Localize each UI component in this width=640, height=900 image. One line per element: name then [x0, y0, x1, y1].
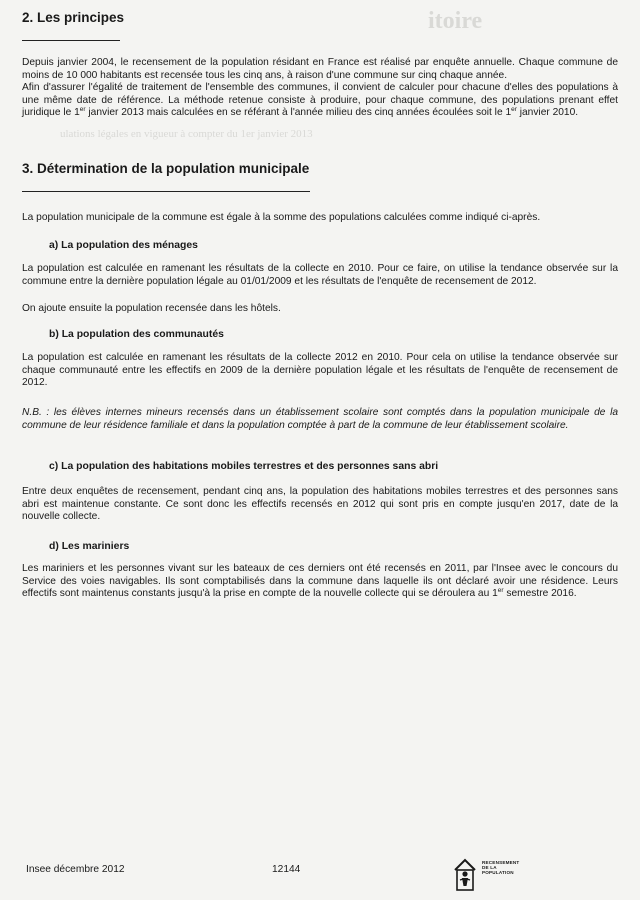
- menages-paragraph-1: La population est calculée en ramenant les résultats de la collecte en 2010. Pour ce faire, on utilise la tendance observée sur la commune entre la dernière population légale au 01/01/2009 et les résultats de l'enquête de recensement de 2012.: [22, 263, 618, 287]
- determination-intro: La population municipale de la commune est égale à la somme des populations calculées comme indiqué ci-après.: [22, 212, 541, 223]
- communautes-nb-note: N.B. : les élèves internes mineurs recensés dans un établissement scolaire sont comptés dans la population municipale de la commune de leur résidence familiale et dans la population comptée à part de la commune de leur établissement scolaire.: [22, 407, 618, 431]
- subsection-title-menages: a) La population des ménages: [49, 240, 198, 251]
- menages-paragraph-2: On ajoute ensuite la population recensée dans les hôtels.: [22, 303, 281, 314]
- footer-source-date: Insee décembre 2012: [26, 864, 125, 875]
- subsection-title-mariniers: d) Les mariniers: [49, 541, 130, 552]
- bleed-through-line: ulations légales en vigueur à compter du 1er janvier 2013: [60, 128, 313, 140]
- communautes-paragraph-1: La population est calculée en ramenant les résultats de la collecte 2012 en 2010. Pour cela on utilise la tendance observée sur chaque communauté entre les effectifs en 2009 de la dernière population légale et les résultats de l'enquête de recensement de 2012.: [22, 352, 618, 389]
- recensement-logo-text: RECENSEMENT DE LA POPULATION: [482, 860, 520, 876]
- section-title-underline: [22, 40, 120, 41]
- mariniers-paragraph: Les mariniers et les personnes vivant sur les bateaux de ces derniers ont été recensés en 2011, par l'Insee avec le concours du Service des voies navigables. Ils sont comptabilisés dans la commune dans laquelle ils ont déclaré avoir une résidence. Leurs effectifs sont maintenus constants jusqu'à la prise en compte de la nouvelle collecte qui se déroulera au 1er semestre 2016.: [22, 563, 618, 600]
- section-title-determination: 3. Détermination de la population municipale: [22, 161, 310, 176]
- footer-page-code: 12144: [272, 864, 301, 875]
- principes-paragraph-1: Depuis janvier 2004, le recensement de la population résidant en France est réalisé par enquête annuelle. Chaque commune de moins de 10 000 habitants est recensée tous les cinq ans, à raison d'une commune sur cinq chaque année.: [22, 57, 618, 81]
- subsection-title-habitations-mobiles: c) La population des habitations mobiles terrestres et des personnes sans abri: [49, 461, 439, 472]
- section-title-principes: 2. Les principes: [22, 10, 125, 25]
- habitations-mobiles-paragraph: Entre deux enquêtes de recensement, pendant cinq ans, la population des habitations mobiles terrestres et des personnes sans abri est maintenue constante. Ce sont donc les effectifs recensés en 2012 qui sont pris en compte jusqu'en 2017, date de la nouvelle collecte.: [22, 486, 618, 523]
- principes-paragraph-2: Afin d'assurer l'égalité de traitement de l'ensemble des communes, il convient de calculer pour chacune d'elles des populations à une même date de référence. La méthode retenue consiste à produire, pour chaque commune, des populations prenant effet juridique le 1er janvier 2013 mais calculées en se référant à l'année milieu des cinq années écoulées soit le 1er janvier 2010.: [22, 82, 618, 119]
- subsection-title-communautes: b) La population des communautés: [49, 329, 224, 340]
- section-title-underline: [22, 191, 310, 192]
- bleed-through-word: itoire: [428, 8, 483, 34]
